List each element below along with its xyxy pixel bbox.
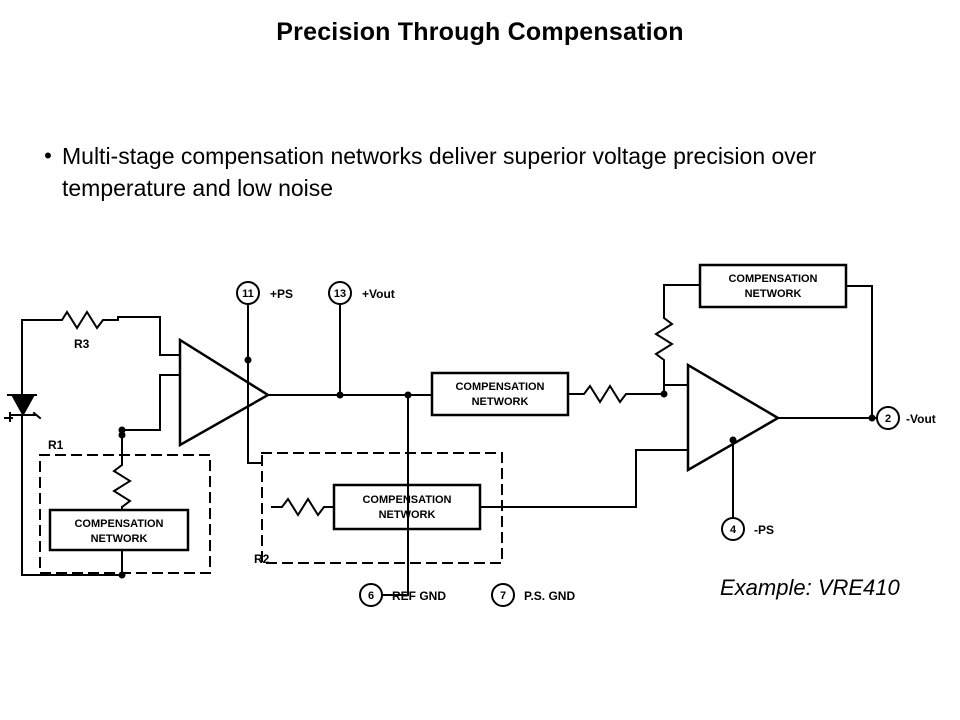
bullet-marker: • bbox=[44, 143, 52, 168]
comp-box-top-right-line1: COMPENSATION bbox=[728, 273, 818, 285]
wire-to-comp-top-right bbox=[664, 285, 700, 297]
zener-bend-left bbox=[5, 413, 12, 421]
pin-7-number: 7 bbox=[499, 590, 507, 602]
pin-13-label: +Vout bbox=[362, 287, 395, 301]
list-item bbox=[34, 140, 914, 204]
comp-box-lower-center-line2: NETWORK bbox=[378, 509, 436, 521]
pin-4-label: -PS bbox=[754, 523, 775, 537]
node-bus-center bbox=[405, 392, 412, 399]
pin-13-number: 13 bbox=[333, 288, 347, 300]
pin-6-number: 6 bbox=[367, 590, 375, 602]
opamp-left bbox=[180, 340, 268, 445]
circuit-diagram bbox=[0, 255, 960, 635]
comp-box-top-right-line2: NETWORK bbox=[744, 288, 802, 300]
comp-box-top-right bbox=[700, 265, 846, 307]
pin-11-label: +PS bbox=[270, 287, 294, 301]
comp-box-center bbox=[432, 373, 568, 415]
wire-r1-to-opamp-in bbox=[122, 375, 180, 435]
bullet-text: Multi-stage compensation networks deliver superior voltage precision over temperature and low noise bbox=[62, 143, 817, 201]
resistor-r3-label: R3 bbox=[74, 337, 90, 351]
pin-2-number: 2 bbox=[884, 413, 892, 425]
resistor-r2-label: R2 bbox=[254, 552, 270, 566]
page-title: Precision Through Compensation bbox=[276, 18, 684, 46]
resistor-center-right bbox=[568, 386, 664, 402]
pin-4-number: 4 bbox=[729, 524, 737, 536]
node-ps-minus bbox=[730, 437, 737, 444]
bullet-list bbox=[34, 140, 914, 204]
example-note: Example: VRE410 bbox=[720, 575, 900, 600]
comp-box-lower-left-line1: COMPENSATION bbox=[74, 518, 164, 530]
resistor-r2 bbox=[272, 499, 334, 515]
pin-2-label: -Vout bbox=[906, 412, 936, 426]
comp-box-lower-center-line1: COMPENSATION bbox=[362, 494, 452, 506]
comp-box-center-line2: NETWORK bbox=[471, 396, 529, 408]
pin-7-label: P.S. GND bbox=[524, 589, 576, 603]
resistor-r3 bbox=[22, 312, 118, 328]
pin-6-label: REF GND bbox=[392, 589, 446, 603]
comp-box-center-line1: COMPENSATION bbox=[455, 381, 545, 393]
wire-r3-to-opamp bbox=[118, 317, 180, 355]
zener-triangle bbox=[12, 395, 34, 415]
resistor-r1-label: R1 bbox=[48, 438, 64, 452]
comp-box-lower-left-line2: NETWORK bbox=[90, 533, 148, 545]
resistor-vertical-right bbox=[656, 297, 672, 394]
node-r1-branch bbox=[119, 427, 126, 434]
node-vout-plus bbox=[337, 392, 344, 399]
pin-11-number: 11 bbox=[242, 288, 254, 300]
wire-to-opamp-right-in1 bbox=[664, 385, 688, 394]
wire-comp-lc-to-opamp-right bbox=[480, 450, 688, 507]
node-ps-plus bbox=[245, 357, 252, 364]
